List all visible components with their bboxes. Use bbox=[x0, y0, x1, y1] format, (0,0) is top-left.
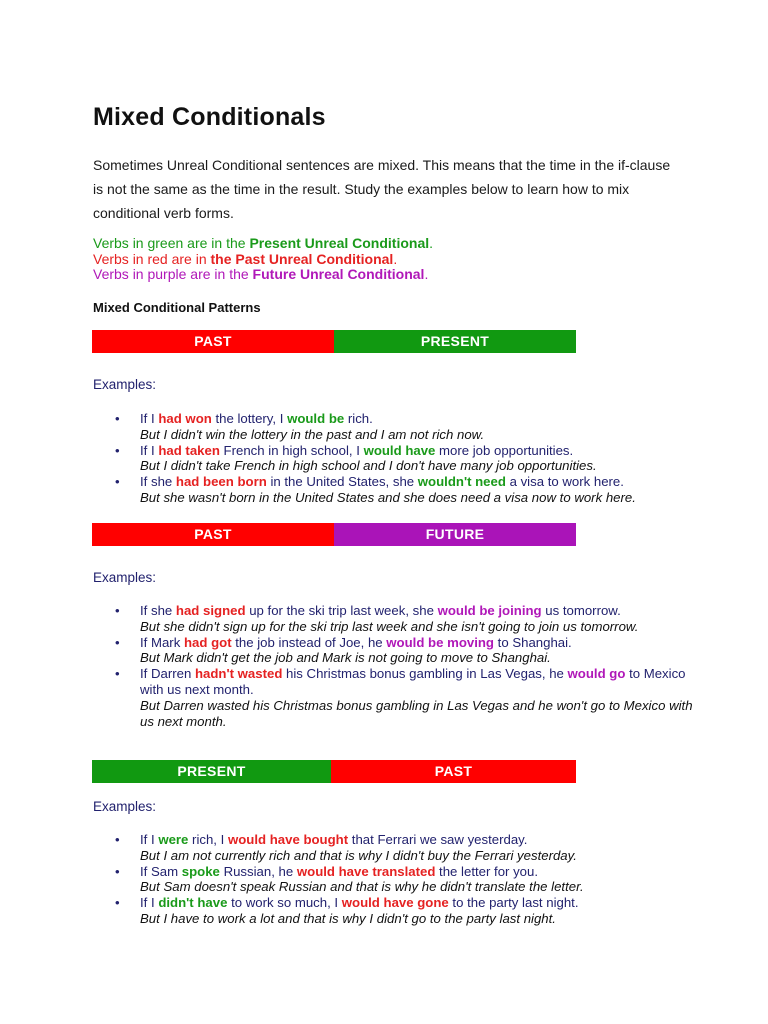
past-verb: had been born bbox=[175, 474, 267, 490]
examples-label: Examples: bbox=[93, 570, 157, 585]
color-legend bbox=[93, 236, 433, 283]
pattern-bar-right-future: FUTURE bbox=[334, 523, 576, 546]
examples-label: Examples: bbox=[93, 799, 157, 814]
future-verb: would go bbox=[567, 666, 626, 682]
pattern-bar-right-present: PRESENT bbox=[334, 330, 576, 353]
example-explanation: But she wasn't born in the United States and she does need a visa now to work here. bbox=[140, 489, 636, 505]
example-text: If I bbox=[140, 832, 159, 847]
present-verb: wouldn't need bbox=[417, 474, 506, 490]
list-item bbox=[93, 443, 693, 475]
example-text: to the party last night. bbox=[448, 895, 579, 911]
legend-green-prefix: Verbs in green are in the bbox=[93, 235, 250, 251]
list-item bbox=[93, 864, 693, 896]
example-text: his Christmas bonus gambling in Las Vegas, he bbox=[282, 666, 568, 682]
list-item bbox=[93, 603, 693, 635]
present-verb: would be bbox=[287, 411, 345, 426]
past-verb: had signed bbox=[175, 603, 246, 618]
present-verb: were bbox=[158, 832, 189, 847]
example-text: If Sam bbox=[140, 863, 182, 879]
list-item bbox=[93, 474, 693, 506]
legend-purple-prefix: Verbs in purple are in the bbox=[93, 266, 253, 282]
legend-red-line bbox=[93, 252, 433, 268]
legend-purple-term: Future Unreal Conditional bbox=[252, 266, 425, 282]
example-explanation: But Darren wasted his Christmas bonus gambling in Las Vegas and he won't go to Mexico with us next month. bbox=[140, 697, 693, 729]
example-text: to Shanghai. bbox=[494, 634, 572, 650]
example-text: that Ferrari we saw yesterday. bbox=[348, 832, 528, 847]
bullet-icon: • bbox=[115, 442, 120, 458]
example-explanation: But I didn't take French in high school and I don't have many job opportunities. bbox=[140, 458, 597, 474]
present-verb: would have bbox=[363, 442, 436, 458]
example-text: Russian, he bbox=[219, 863, 297, 879]
example-text: rich. bbox=[344, 411, 373, 426]
bullet-icon: • bbox=[115, 474, 120, 490]
legend-red-term: the Past Unreal Conditional bbox=[210, 250, 394, 267]
legend-green-period: . bbox=[429, 235, 434, 251]
future-verb: would be moving bbox=[386, 634, 494, 650]
pattern-bar-right-past: PAST bbox=[331, 760, 576, 783]
pattern-bar-past-future bbox=[92, 523, 576, 546]
example-text: If I bbox=[140, 442, 159, 458]
example-list-present-past bbox=[93, 832, 693, 927]
section-heading: Mixed Conditional Patterns bbox=[93, 300, 261, 315]
bullet-icon: • bbox=[115, 666, 120, 682]
past-verb: hadn't wasted bbox=[194, 666, 283, 682]
example-text: If she bbox=[140, 603, 176, 618]
intro-paragraph: Sometimes Unreal Conditional sentences are mixed. This means that the time in the if-clause is not the same as the time in the result. Study the examples below to learn how to mix conditional verb forms. bbox=[93, 157, 671, 221]
example-text: If she bbox=[140, 474, 176, 490]
page-title: Mixed Conditionals bbox=[93, 103, 326, 131]
present-verb: spoke bbox=[181, 863, 220, 879]
bullet-icon: • bbox=[115, 832, 120, 847]
past-verb: would have gone bbox=[341, 895, 449, 911]
pattern-bar-present-past bbox=[92, 760, 576, 783]
legend-green-line bbox=[93, 236, 433, 252]
past-verb: would have bought bbox=[227, 832, 349, 847]
past-verb: would have translated bbox=[296, 863, 436, 879]
bullet-icon: • bbox=[115, 863, 120, 879]
present-verb: didn't have bbox=[158, 895, 228, 911]
examples-label: Examples: bbox=[93, 377, 157, 392]
example-text: If I bbox=[140, 895, 159, 911]
example-text: If Darren bbox=[140, 666, 195, 682]
example-explanation: But she didn't sign up for the ski trip last week and she isn't going to join us tomorrow. bbox=[140, 618, 639, 634]
bullet-icon: • bbox=[115, 634, 120, 650]
legend-green-term: Present Unreal Conditional bbox=[249, 235, 430, 251]
bullet-icon: • bbox=[115, 411, 120, 426]
example-text: French in high school, I bbox=[219, 442, 364, 458]
example-text: more job opportunities. bbox=[435, 442, 574, 458]
example-explanation: But I didn't win the lottery in the past and I am not rich now. bbox=[140, 426, 485, 442]
example-list-past-future bbox=[93, 603, 693, 729]
example-text: a visa to work here. bbox=[505, 474, 624, 490]
example-text: If Mark bbox=[140, 634, 184, 650]
legend-purple-line bbox=[93, 267, 433, 283]
example-text: up for the ski trip last week, she bbox=[245, 603, 438, 618]
example-text: rich, I bbox=[188, 832, 228, 847]
pattern-bar-past-present bbox=[92, 330, 576, 353]
example-explanation: But I am not currently rich and that is why I didn't buy the Ferrari yesterday. bbox=[140, 847, 577, 863]
example-explanation: But Mark didn't get the job and Mark is not going to move to Shanghai. bbox=[140, 650, 551, 666]
example-explanation: But I have to work a lot and that is why I didn't go to the party last night. bbox=[140, 910, 556, 926]
example-text: us tomorrow. bbox=[541, 603, 621, 618]
bullet-icon: • bbox=[115, 895, 120, 911]
example-text: in the United States, she bbox=[266, 474, 418, 490]
pattern-bar-left-present: PRESENT bbox=[92, 760, 331, 783]
past-verb: had taken bbox=[158, 442, 220, 458]
list-item bbox=[93, 666, 693, 729]
bullet-icon: • bbox=[115, 603, 120, 618]
list-item bbox=[93, 635, 693, 667]
example-text: to work so much, I bbox=[227, 895, 342, 911]
pattern-bar-left-past: PAST bbox=[92, 330, 334, 353]
list-item bbox=[93, 832, 693, 864]
legend-red-prefix: Verbs in red are in bbox=[93, 250, 211, 267]
example-text: the lottery, I bbox=[211, 411, 288, 426]
pattern-bar-left-past: PAST bbox=[92, 523, 334, 546]
list-item bbox=[93, 895, 693, 927]
legend-red-period: . bbox=[393, 250, 398, 267]
example-list-past-present bbox=[93, 411, 693, 506]
example-explanation: But Sam doesn't speak Russian and that is why he didn't translate the letter. bbox=[140, 879, 584, 895]
example-text: the job instead of Joe, he bbox=[231, 634, 387, 650]
example-text: to Mexico with us next month. bbox=[140, 666, 686, 697]
legend-purple-period: . bbox=[424, 266, 429, 282]
example-text: the letter for you. bbox=[435, 863, 539, 879]
example-text: If I bbox=[140, 411, 159, 426]
future-verb: would be joining bbox=[437, 603, 542, 618]
past-verb: had won bbox=[158, 411, 212, 426]
list-item bbox=[93, 411, 693, 443]
past-verb: had got bbox=[183, 634, 232, 650]
